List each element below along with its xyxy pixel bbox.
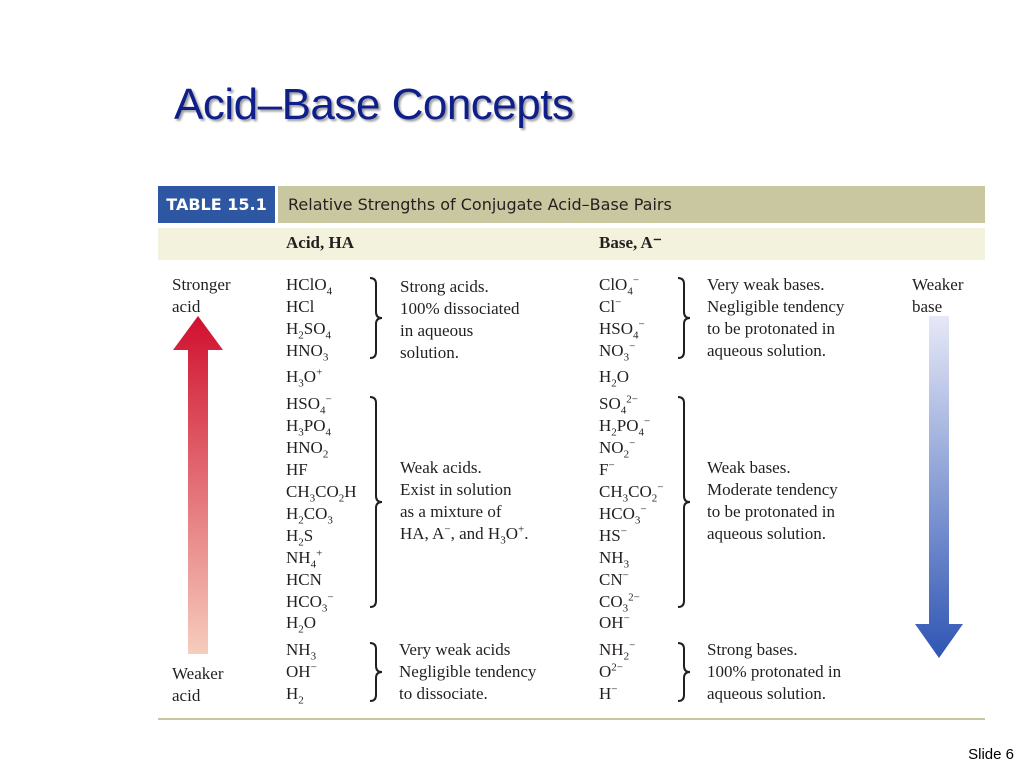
brace-strong-bases (674, 641, 694, 703)
water-base-row (599, 366, 629, 388)
very-weak-acids-list (286, 639, 317, 705)
very-weak-bases-description: Very weak bases. Negligible tendency to be protonated in aqueous solution. (707, 275, 845, 360)
slide-number: Slide 6 (968, 746, 1014, 763)
acid-item: HCN (286, 570, 322, 589)
base-item: $CO_3^{2-}$ (599, 591, 640, 615)
base-item: F− (599, 459, 615, 479)
water-acid-row (286, 612, 316, 634)
weak-bases-list (599, 393, 663, 613)
strong-bases-list (599, 639, 635, 705)
very-weak-acids-description: Very weak acids Negligible tendency to dissociate. (399, 640, 537, 703)
base-item: ClO$_4$− (599, 274, 640, 298)
table-header (158, 186, 985, 223)
acid-item: HF (286, 460, 308, 479)
acid-item: $H_2S$ (286, 526, 314, 549)
acid-item: $H_3O^+$ (286, 366, 323, 390)
acid-item: $H_3PO_4$ (286, 416, 332, 439)
base-item: $HCO_3^-$ (599, 503, 647, 527)
base-item: $H_2PO_4^-$ (599, 415, 651, 439)
base-item: HS− (599, 525, 627, 545)
acid-item: $HSO_4^-$ (286, 393, 332, 417)
hydroxide-base-row (599, 612, 630, 634)
acid-item: $H_2SO_4$ (286, 319, 332, 342)
column-header-row (158, 228, 985, 260)
base-item: $SO_4^{2-}$ (599, 393, 638, 417)
brace-very-weak-bases (674, 276, 694, 360)
weak-bases-description: Weak bases. Moderate tendency to be protonated in aqueous solution. (707, 458, 838, 543)
acid-item: $HNO_3$ (286, 341, 329, 364)
hydronium-row (286, 366, 322, 388)
slide-title: Acid–Base Concepts (174, 80, 574, 129)
base-item: $CH_3CO_2^-$ (599, 481, 664, 505)
acid-item: $HCO_3^-$ (286, 591, 334, 615)
base-strength-arrow (913, 316, 965, 658)
base-item: $NO_2^-$ (599, 437, 636, 461)
strong-acids-description: Strong acids. 100% dissociated in aqueous solution. (400, 277, 520, 362)
base-item: $O^{2-}$ (599, 661, 623, 681)
acid-item: $NH_3$ (286, 640, 317, 663)
table-tag: TABLE 15.1 (158, 186, 275, 223)
base-item: H− (599, 683, 618, 703)
base-item: $NO_3^-$ (599, 340, 636, 364)
very-weak-bases-list (599, 274, 645, 362)
table-caption: Relative Strengths of Conjugate Acid–Base Pairs (278, 186, 985, 223)
brace-weak-acids (366, 395, 386, 609)
strong-bases-description: Strong bases. 100% protonated in aqueous solution. (707, 640, 842, 703)
acid-strength-arrow (170, 316, 226, 654)
stronger-acid-label: Stronger acid (172, 275, 231, 316)
acid-column-header: Acid, HA (286, 233, 354, 252)
acid-item: $NH_4^+$ (286, 547, 323, 571)
base-item: $HSO_4^-$ (599, 318, 645, 342)
weak-acids-description: Weak acids. Exist in solution as a mixture of HA, A−, and $H_3O^+$. (400, 458, 529, 547)
acid-item: OH− (286, 661, 317, 681)
strong-acids-list (286, 274, 332, 362)
base-item: CN− (599, 569, 629, 589)
base-item: OH− (599, 612, 630, 632)
acid-item: $H_2$ (286, 684, 304, 707)
brace-strong-acids (366, 276, 386, 360)
weaker-acid-label: Weaker acid (172, 664, 224, 705)
base-item: $H_2O$ (599, 367, 630, 390)
acid-item: $HNO_2$ (286, 438, 329, 461)
base-item: $NH_3$ (599, 548, 630, 571)
weak-acids-list (286, 393, 357, 613)
acid-item: $CH_3CO_2H$ (286, 482, 357, 505)
acid-item: $H_2O$ (286, 613, 317, 636)
acid-item: HCl (286, 297, 315, 316)
base-item: Cl− (599, 296, 622, 316)
weaker-base-label: Weaker base (912, 275, 964, 316)
base-item: $NH_2^-$ (599, 639, 636, 663)
acid-item: HClO$_4$ (286, 275, 333, 298)
acid-item: $H_2CO_3$ (286, 504, 333, 527)
brace-weak-bases (674, 395, 694, 609)
brace-very-weak-acids (366, 641, 386, 703)
table-bottom-rule (158, 718, 985, 720)
base-column-header: Base, A⁻ (599, 233, 662, 252)
